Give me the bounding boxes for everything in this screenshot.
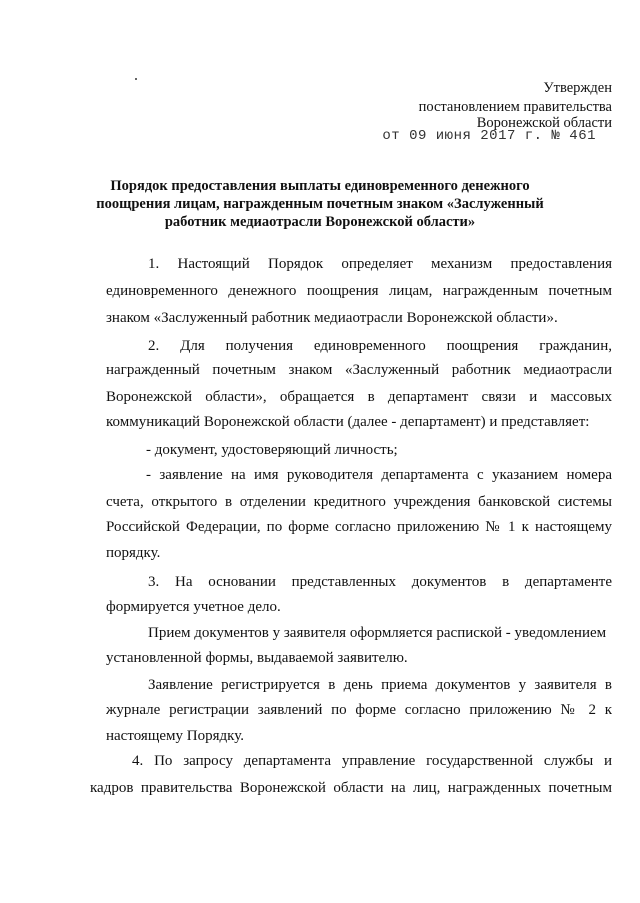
p3b-line-2: установленной формы, выдаваемой заявителю. xyxy=(106,650,408,666)
approval-line-2: постановлением правительства xyxy=(418,99,612,115)
p3b-line-1: Прием документов у заявителя оформляется распиской - уведомлением xyxy=(148,625,607,641)
p3c-line-1: Заявление регистрируется в день приема документов у заявителя в xyxy=(148,677,612,693)
scan-speck xyxy=(135,78,137,80)
p2-line-4: коммуникаций Воронежской области (далее - департамент) и представляет: xyxy=(106,414,590,430)
bullet-2-line-4: порядку. xyxy=(106,545,161,561)
bullet-2-line-3: Российской Федерации, по форме согласно приложению № 1 к настоящему xyxy=(106,519,612,535)
p4-line-2: кадров правительства Воронежской области на лиц, награжденных почетным xyxy=(90,780,612,796)
title-line-1: Порядок предоставления выплаты единовременного денежного xyxy=(110,178,530,194)
approval-date: от 09 июня 2017 г. № 461 xyxy=(382,128,596,144)
p2-line-3: Воронежской области», обращается в департамент связи и массовых xyxy=(106,389,612,405)
approval-line-1: Утвержден xyxy=(543,80,612,96)
bullet-2-line-2: счета, открытого в отделении кредитного учреждения банковской системы xyxy=(106,494,612,510)
title-line-2: поощрения лицам, награжденным почетным знаком «Заслуженный xyxy=(96,196,544,212)
p4-line-1: 4. По запросу департамента управление государственной службы и xyxy=(132,753,612,769)
p3-line-2: формируется учетное дело. xyxy=(106,599,281,615)
p1-line-3: знаком «Заслуженный работник медиаотрасли Воронежской области». xyxy=(106,310,558,326)
p1-line-2: единовременного денежного поощрения лицам, награжденным почетным xyxy=(106,283,612,299)
p3-line-1: 3. На основании представленных документов в департаменте xyxy=(148,574,612,590)
approval-line-3: Воронежской области xyxy=(476,115,612,131)
p3c-line-3: настоящему Порядку. xyxy=(106,728,244,744)
p3c-line-2: журнале регистрации заявлений по форме согласно приложению № 2 к xyxy=(106,702,612,718)
p1-line-1: 1. Настоящий Порядок определяет механизм предоставления xyxy=(148,256,612,272)
p2-line-1: 2. Для получения единовременного поощрения гражданин, xyxy=(148,338,612,354)
bullet-2-line-1: - заявление на имя руководителя департамента с указанием номера xyxy=(146,467,612,483)
bullet-1: - документ, удостоверяющий личность; xyxy=(146,442,398,458)
title-line-3: работник медиаотрасли Воронежской области» xyxy=(164,214,476,230)
p2-line-2: награжденный почетным знаком «Заслуженный работник медиаотрасли xyxy=(106,362,612,378)
